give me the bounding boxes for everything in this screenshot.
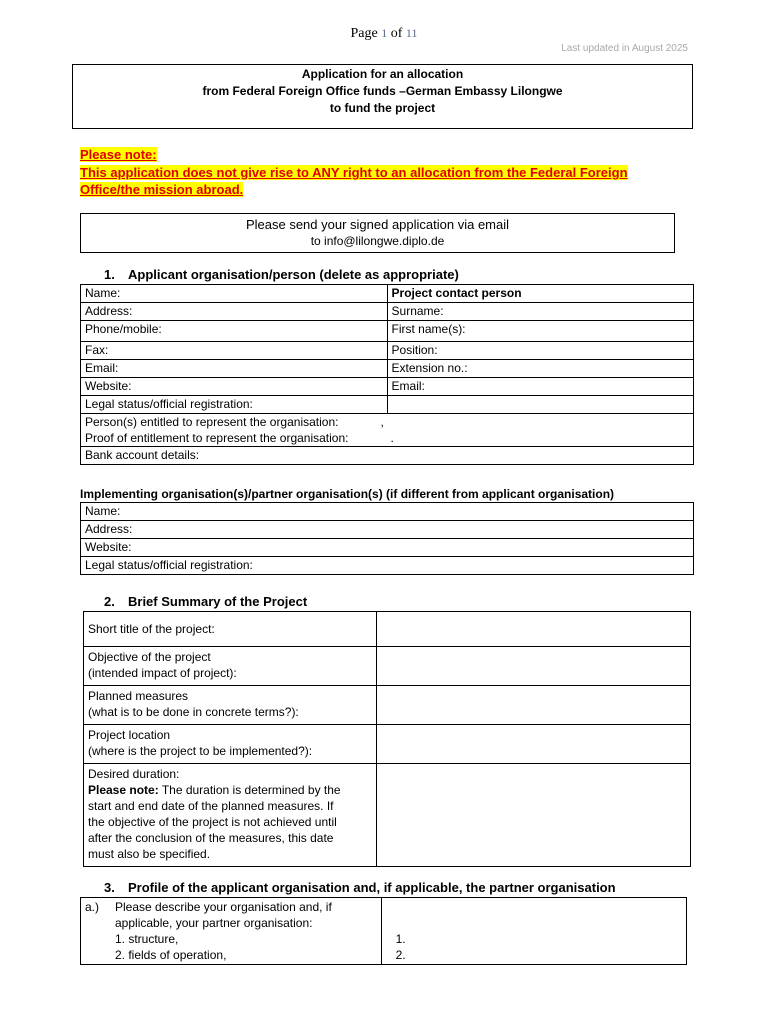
profile-description-input[interactable]: 1. 2. [381, 898, 686, 965]
implementing-address-field[interactable]: Address: [81, 521, 694, 539]
objective-label: Objective of the project (intended impact of project): [84, 647, 377, 686]
send-instructions-box [80, 213, 675, 253]
profile-table [80, 897, 687, 965]
implementing-table [80, 502, 694, 575]
applicant-website-field[interactable]: Website: [81, 378, 388, 396]
section-3-heading: 3. Profile of the applicant organisation and, if applicable, the partner organisation [104, 880, 616, 895]
short-title-label: Short title of the project: [84, 612, 377, 647]
applicant-phone-field[interactable]: Phone/mobile: [81, 321, 388, 342]
page-total: 11 [405, 26, 418, 40]
applicant-legal-status-field[interactable]: Legal status/official registration: [81, 396, 388, 414]
applicant-address-field[interactable]: Address: [81, 303, 388, 321]
short-title-input[interactable] [376, 612, 690, 647]
page-current: 1 [381, 26, 388, 40]
title-line-2: from Federal Foreign Office funds –German Embassy Lilongwe [202, 84, 563, 98]
page-label: Page [350, 26, 378, 41]
applicant-fax-field[interactable]: Fax: [81, 342, 388, 360]
contact-email-field[interactable]: Email: [387, 378, 693, 396]
duration-label: Desired duration: Please note: The duration is determined by the start and end date of the planned measures. If the objective of the project is not achieved until after the conclusion of the measures, this date must also be specified. [84, 764, 377, 867]
implementing-legal-status-field[interactable]: Legal status/official registration: [81, 557, 694, 575]
objective-input[interactable] [376, 647, 690, 686]
measures-input[interactable] [376, 686, 690, 725]
send-line-1: Please send your signed application via email [245, 217, 510, 232]
implementing-name-field[interactable]: Name: [81, 503, 694, 521]
note-label: Please note: [80, 147, 157, 162]
title-line-1: Application for an allocation [301, 67, 464, 81]
bank-details-field[interactable]: Bank account details: [81, 447, 694, 465]
send-email[interactable]: to info@lilongwe.diplo.de [310, 234, 445, 248]
note-line-2: Office/the mission abroad. [80, 182, 244, 197]
location-input[interactable] [376, 725, 690, 764]
contact-position-field[interactable]: Position: [387, 342, 693, 360]
page-of: of [390, 26, 403, 41]
empty-cell[interactable] [387, 396, 693, 414]
applicant-email-field[interactable]: Email: [81, 360, 388, 378]
profile-description-label: a.) Please describe your organisation and, if applicable, your partner organisation: 1. structure, 2. fields of operation, [81, 898, 382, 965]
page-number [0, 26, 768, 42]
summary-table [83, 611, 691, 867]
section-2-heading: 2. Brief Summary of the Project [104, 594, 308, 609]
contact-surname-field[interactable]: Surname: [387, 303, 693, 321]
title-box [72, 64, 693, 129]
location-label: Project location (where is the project to be implemented?): [84, 725, 377, 764]
contact-firstname-field[interactable]: First name(s): [387, 321, 693, 342]
applicant-table [80, 284, 694, 465]
section-1-heading: 1. Applicant organisation/person (delete as appropriate) [104, 267, 459, 282]
title-line-3: to fund the project [329, 101, 436, 115]
last-updated: Last updated in August 2025 [561, 43, 688, 54]
representation-field[interactable]: Person(s) entitled to represent the organisation: , Proof of entitlement to represent the organisation: . [81, 414, 694, 447]
note-line-1: This application does not give rise to ANY right to an allocation from the Federal Foreign [80, 165, 628, 180]
contact-person-heading: Project contact person [387, 285, 693, 303]
implementing-heading: Implementing organisation(s)/partner organisation(s) (if different from applicant organisation) [80, 487, 615, 501]
contact-extension-field[interactable]: Extension no.: [387, 360, 693, 378]
implementing-website-field[interactable]: Website: [81, 539, 694, 557]
applicant-name-field[interactable]: Name: [81, 285, 388, 303]
measures-label: Planned measures (what is to be done in concrete terms?): [84, 686, 377, 725]
duration-input[interactable] [376, 764, 690, 867]
